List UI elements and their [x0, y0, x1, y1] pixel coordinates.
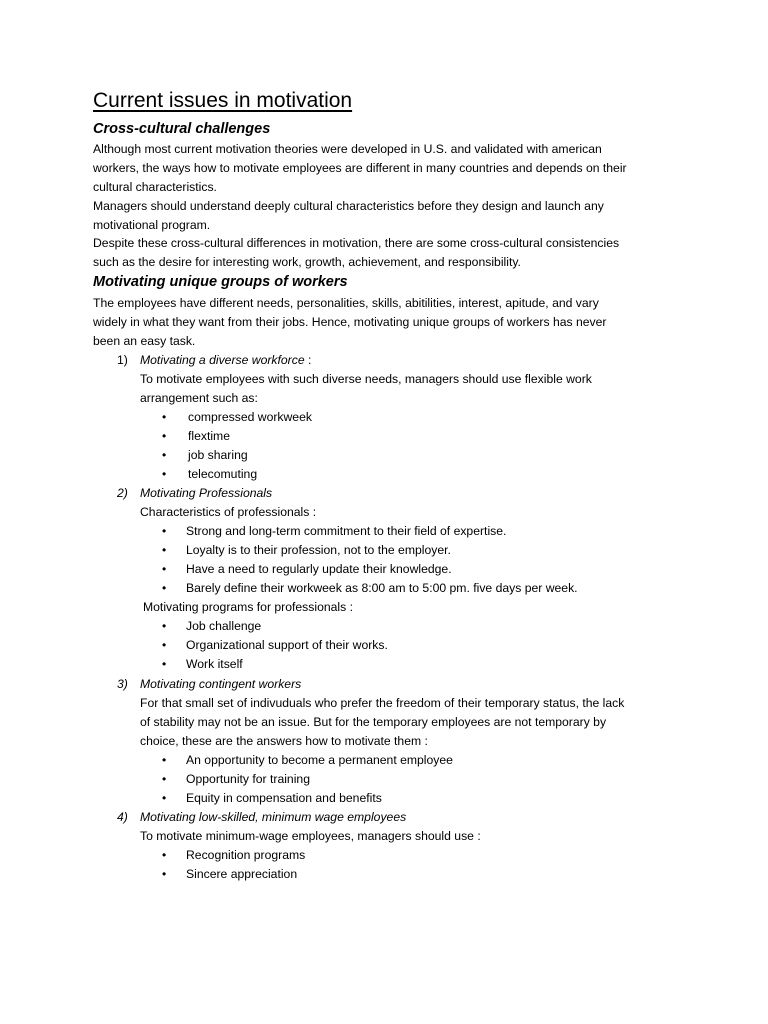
- list-item: job sharing: [188, 448, 248, 462]
- list-number: 4): [117, 810, 128, 824]
- bullet-icon: •: [162, 753, 167, 767]
- list-item: Recognition programs: [186, 848, 306, 862]
- paragraph-line: cultural characteristics.: [93, 180, 217, 194]
- bullet-icon: •: [162, 657, 167, 671]
- list-number: 1): [117, 353, 128, 367]
- list-number: 2): [117, 486, 128, 500]
- bullet-icon: •: [162, 543, 167, 557]
- list-item: Have a need to regularly update their knowledge.: [186, 562, 452, 576]
- list-item: telecomuting: [188, 467, 258, 481]
- paragraph-line: The employees have different needs, personalities, skills, abitilities, interest, apitude, and vary: [93, 296, 599, 310]
- paragraph-line: For that small set of indivuduals who prefer the freedom of their temporary status, the lack: [140, 696, 625, 710]
- paragraph-line: To motivate employees with such diverse needs, managers should use flexible work: [140, 372, 592, 386]
- bullet-icon: •: [162, 524, 167, 538]
- document-title: Current issues in motivation: [93, 89, 353, 112]
- list-item: Loyalty is to their profession, not to the employer.: [186, 543, 451, 557]
- paragraph-line: such as the desire for interesting work, growth, achievement, and responsibility.: [93, 255, 521, 269]
- list-item-title: Motivating Professionals: [140, 486, 273, 500]
- bullet-icon: •: [162, 467, 167, 481]
- paragraph-line: been an easy task.: [93, 334, 196, 348]
- paragraph-line: arrangement such as:: [140, 391, 258, 405]
- list-item: Organizational support of their works.: [186, 638, 388, 652]
- list-item-title: Motivating contingent workers: [140, 677, 302, 691]
- list-item: Strong and long-term commitment to their field of expertise.: [186, 524, 507, 538]
- paragraph-line: of stability may not be an issue. But for the temporary employees are not temporary by: [140, 715, 607, 729]
- bullet-icon: •: [162, 638, 167, 652]
- list-item: Work itself: [186, 657, 243, 671]
- paragraph-line: Managers should understand deeply cultural characteristics before they design and launch any: [93, 199, 604, 213]
- item-title-text: Motivating a diverse workforce: [140, 353, 305, 367]
- bullet-icon: •: [162, 867, 167, 881]
- list-item: Equity in compensation and benefits: [186, 791, 382, 805]
- bullet-icon: •: [162, 448, 167, 462]
- paragraph-line: workers, the ways how to motivate employees are different in many countries and depends on their: [93, 161, 627, 175]
- list-item: An opportunity to become a permanent employee: [186, 753, 453, 767]
- bullet-icon: •: [162, 772, 167, 786]
- bullet-icon: •: [162, 791, 167, 805]
- bullet-icon: •: [162, 410, 167, 424]
- bullet-icon: •: [162, 581, 167, 595]
- paragraph-line: Although most current motivation theories were developed in U.S. and validated with american: [93, 142, 602, 156]
- item-title-suffix: :: [304, 353, 312, 367]
- paragraph-line: widely in what they want from their jobs. Hence, motivating unique groups of workers has never: [93, 315, 607, 329]
- bullet-icon: •: [162, 429, 167, 443]
- section-heading-unique-groups: Motivating unique groups of workers: [93, 274, 348, 290]
- paragraph-line: To motivate minimum-wage employees, managers should use :: [140, 829, 481, 843]
- list-item: flextime: [188, 429, 230, 443]
- bullet-icon: •: [162, 562, 167, 576]
- list-item: Barely define their workweek as 8:00 am to 5:00 pm. five days per week.: [186, 581, 578, 595]
- list-item: Sincere appreciation: [186, 867, 298, 881]
- paragraph-line: motivational program.: [93, 218, 211, 232]
- bullet-icon: •: [162, 619, 167, 633]
- section-heading-cross-cultural: Cross-cultural challenges: [93, 121, 271, 137]
- list-item-title: [140, 351, 311, 370]
- paragraph-line: Despite these cross-cultural differences in motivation, there are some cross-cultural consistencies: [93, 236, 620, 250]
- list-number: 3): [117, 677, 128, 691]
- list-item: Opportunity for training: [186, 772, 310, 786]
- list-item-title: Motivating low-skilled, minimum wage employees: [140, 810, 407, 824]
- list-item: Job challenge: [186, 619, 262, 633]
- paragraph-line: choice, these are the answers how to motivate them :: [140, 734, 428, 748]
- sub-heading: Motivating programs for professionals :: [143, 600, 353, 614]
- list-item: compressed workweek: [188, 410, 312, 424]
- sub-heading: Characteristics of professionals :: [140, 505, 317, 519]
- bullet-icon: •: [162, 848, 167, 862]
